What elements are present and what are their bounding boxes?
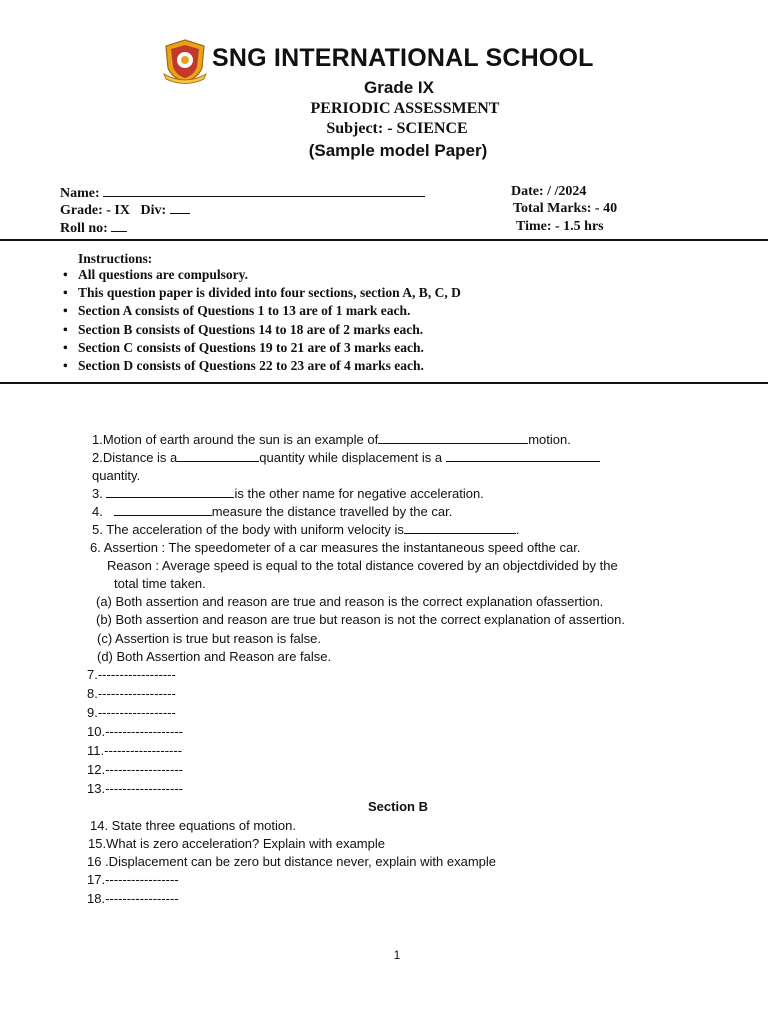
question-4: [92, 503, 452, 521]
option-c: (c) Assertion is true but reason is false.: [97, 631, 321, 646]
answer-dashes: ------------------: [97, 667, 176, 682]
answer-dashes: -----------------: [105, 891, 179, 906]
answer-dashes: ------------------: [105, 762, 184, 777]
blank-question-11: [87, 742, 182, 760]
answer-blank: [114, 503, 212, 516]
total-marks-label: Total Marks: - 40: [513, 201, 618, 216]
question-number: 8.: [87, 686, 98, 701]
question-3-number: 3.: [92, 486, 103, 501]
question-6-reason-cont: total time taken.: [114, 576, 206, 591]
question-number: 18.: [87, 891, 106, 906]
answer-blank: [404, 521, 516, 534]
roll-label: Roll no:: [60, 221, 108, 236]
name-field: [60, 184, 425, 202]
instruction-item: • This question paper is divided into four sections, section A, B, C, D: [78, 284, 461, 302]
blank-question-13: [87, 780, 183, 798]
time-label: Time: - 1.5 hrs: [516, 219, 604, 234]
subject-line: Subject: - SCIENCE: [326, 120, 468, 137]
option-b: (b) Both assertion and reason are true but reason is not the correct explanation of assertion.: [96, 612, 625, 627]
question-6-assertion: 6. Assertion : The speedometer of a car measures the instantaneous speed ofthe car.: [90, 540, 581, 555]
option-a: (a) Both assertion and reason are true and reason is the correct explanation ofassertion.: [96, 594, 604, 609]
instructions-title: Instructions:: [78, 251, 153, 266]
question-number: 10.: [87, 724, 106, 739]
assessment-title: PERIODIC ASSESSMENT: [310, 100, 500, 117]
answer-blank: [446, 449, 600, 462]
answer-blank: [378, 431, 528, 444]
question-5-text: 5. The acceleration of the body with uniform velocity is: [92, 522, 404, 537]
question-15: 15.What is zero acceleration? Explain with example: [88, 836, 385, 851]
question-number: 17.: [87, 872, 106, 887]
date-label: Date: / /2024: [511, 184, 587, 199]
question-number: 13.: [87, 781, 106, 796]
question-3-text: is the other name for negative acceleration.: [234, 486, 484, 501]
answer-dashes: ------------------: [97, 686, 176, 701]
div-label: Div:: [140, 203, 167, 218]
question-2: [92, 449, 600, 467]
answer-dashes: ------------------: [104, 743, 183, 758]
school-name: SNG INTERNATIONAL SCHOOL: [212, 44, 594, 72]
question-number: 9.: [87, 705, 98, 720]
question-2-middle: quantity while displacement is a: [259, 450, 443, 465]
roll-blank: [111, 219, 127, 232]
blank-question-12: [87, 761, 183, 779]
question-2-text: 2.Distance is a: [92, 450, 178, 465]
blank-question-10: [87, 723, 183, 741]
answer-blank: [106, 485, 234, 498]
question-14: 14. State three equations of motion.: [90, 818, 296, 833]
question-5-suffix: .: [515, 522, 520, 537]
page-number: 1: [393, 948, 401, 962]
div-blank: [170, 201, 190, 214]
header-divider: [0, 239, 768, 241]
grade-div-field: [60, 201, 190, 219]
instructions-divider: [0, 382, 768, 384]
paper-type: (Sample model Paper): [308, 141, 488, 160]
roll-field: [60, 219, 127, 237]
answer-dashes: ------------------: [97, 705, 176, 720]
instruction-item: • All questions are compulsory.: [78, 266, 461, 284]
question-1-suffix: motion.: [528, 432, 571, 447]
grade-title: Grade IX: [364, 78, 434, 97]
question-number: 12.: [87, 762, 106, 777]
blank-question-7: [87, 666, 176, 684]
question-4-text: measure the distance travelled by the car.: [211, 504, 453, 519]
instructions-list: [60, 266, 461, 375]
instruction-item: • Section C consists of Questions 19 to 21 are of 3 marks each.: [78, 339, 461, 357]
question-number: 11.: [87, 743, 105, 758]
question-1: [92, 431, 571, 449]
question-16: 16 .Displacement can be zero but distance never, explain with example: [87, 854, 497, 869]
question-number: 7.: [87, 667, 98, 682]
name-blank: [103, 184, 425, 197]
grade-label: Grade: - IX: [60, 203, 130, 218]
question-6-reason: Reason : Average speed is equal to the total distance covered by an objectdivided by the: [107, 558, 618, 573]
instruction-item: • Section B consists of Questions 14 to 18 are of 2 marks each.: [78, 321, 461, 339]
answer-dashes: ------------------: [105, 724, 184, 739]
instruction-item: • Section D consists of Questions 22 to 23 are of 4 marks each.: [78, 357, 461, 375]
question-3: [92, 485, 484, 503]
blank-question-9: [87, 704, 176, 722]
question-4-number: 4.: [92, 504, 103, 519]
blank-question-8: [87, 685, 176, 703]
instruction-item: • Section A consists of Questions 1 to 13 are of 1 mark each.: [78, 302, 461, 320]
option-d: (d) Both Assertion and Reason are false.: [97, 649, 332, 664]
answer-dashes: -----------------: [105, 872, 179, 887]
name-label: Name:: [60, 186, 100, 201]
blank-question-17: [87, 871, 179, 889]
question-5: [92, 521, 520, 539]
question-1-text: 1.Motion of earth around the sun is an example of: [92, 432, 379, 447]
answer-dashes: ------------------: [105, 781, 184, 796]
section-b-title: Section B: [368, 799, 428, 814]
blank-question-18: [87, 890, 179, 908]
answer-blank: [177, 449, 259, 462]
question-2-suffix: quantity.: [92, 468, 141, 483]
